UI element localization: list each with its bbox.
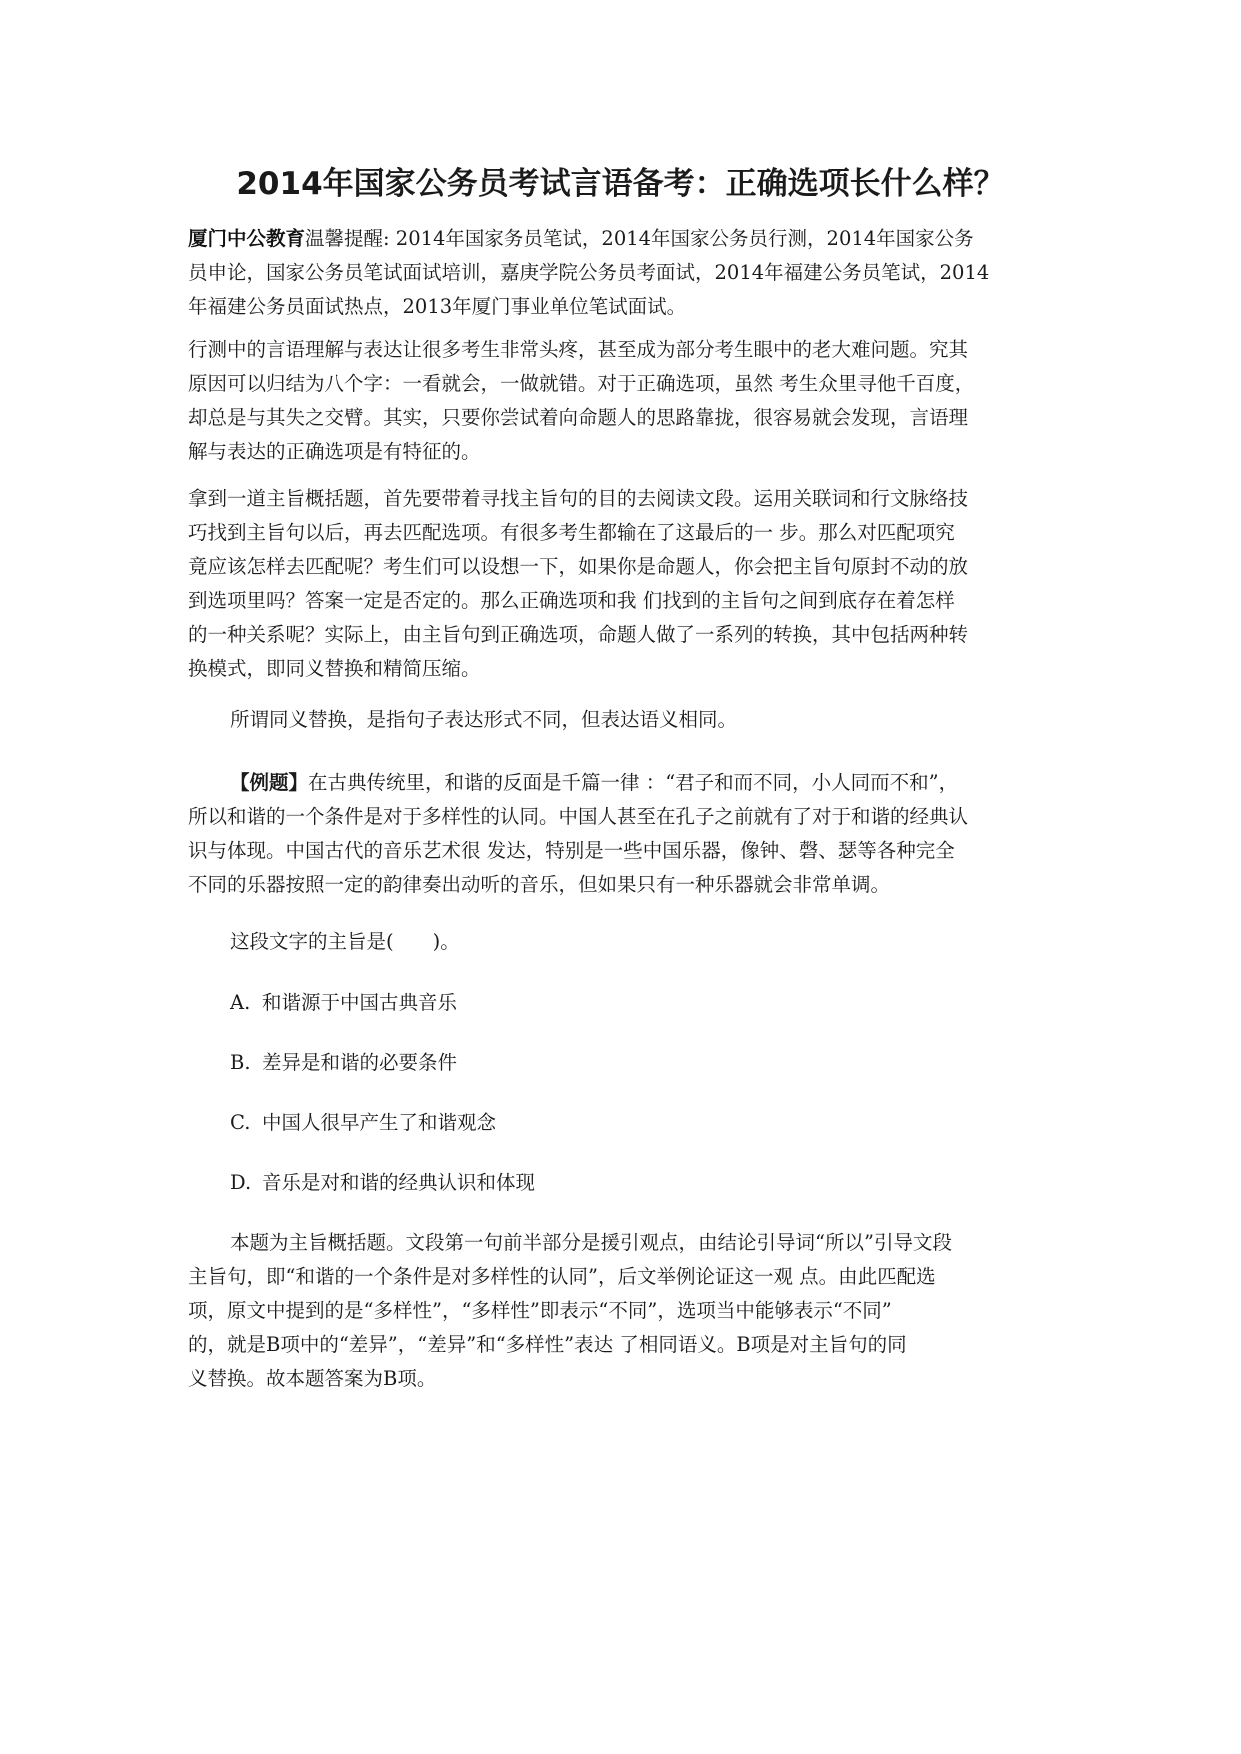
intro-label: 温馨提醒: bbox=[305, 227, 390, 250]
text-line: 换模式，即同义替换和精简压缩。 bbox=[188, 657, 481, 680]
text-line: 原因可以归结为八个字：一看就会，一做就错。对于正确选项，虽然 考生众里寻他千百度， bbox=[188, 372, 975, 395]
text-line: 主旨句，即“和谐的一个条件是对多样性的认同”，后文举例论证这一观 点。由此匹配选 bbox=[188, 1265, 936, 1288]
example-paragraph bbox=[188, 766, 1054, 902]
option-a bbox=[188, 986, 1054, 1020]
text-line: 本题为主旨概括题。文段第一句前半部分是援引观点，由结论引导词“所以”引导文段 bbox=[230, 1231, 952, 1254]
text-line: 拿到一道主旨概括题，首先要带着寻找主旨句的目的去阅读文段。运用关联词和行文脉络技 bbox=[188, 487, 969, 510]
option-text: 音乐是对和谐的经典认识和体现 bbox=[262, 1171, 536, 1194]
text-line: 识与体现。中国古代的音乐艺术很 发达，特别是一些中国乐器，像钟、磬、瑟等各种完全 bbox=[188, 839, 955, 862]
question-stem bbox=[188, 925, 1054, 959]
option-c bbox=[188, 1106, 1054, 1140]
text-line: 义替换。故本题答案为B项。 bbox=[188, 1367, 437, 1390]
example-tag: 【例题】 bbox=[230, 771, 309, 794]
page-title: 2014年国家公务员考试言语备考：正确选项长什么样？ bbox=[236, 166, 1005, 202]
option-text: 差异是和谐的必要条件 bbox=[262, 1051, 458, 1074]
text-line: 所谓同义替换，是指句子表达形式不同，但表达语义相同。 bbox=[230, 708, 738, 731]
option-letter: A. bbox=[230, 991, 251, 1014]
text-line: 竟应该怎样去匹配呢？考生们可以设想一下，如果你是命题人，你会把主旨句原封不动的放 bbox=[188, 555, 969, 578]
option-text: 中国人很早产生了和谐观念 bbox=[262, 1111, 497, 1134]
paragraph-3 bbox=[188, 703, 1054, 737]
text-line: 所以和谐的一个条件是对于多样性的认同。中国人甚至在孔子之前就有了对于和谐的经典认 bbox=[188, 805, 969, 828]
brand-name: 厦门中公教育 bbox=[188, 227, 306, 250]
option-letter: D. bbox=[230, 1171, 252, 1194]
intro-line: 2014年国家务员笔试，2014年国家公务员行测，2014年国家公务 bbox=[389, 227, 974, 250]
text-line: 行测中的言语理解与表达让很多考生非常头疼，甚至成为部分考生眼中的老大难问题。究其 bbox=[188, 338, 969, 361]
answer-paragraph bbox=[188, 1226, 1054, 1396]
text-line: 巧找到主旨句以后，再去匹配选项。有很多考生都输在了这最后的一 步。那么对匹配项究 bbox=[188, 521, 955, 544]
intro-line: 员申论，国家公务员笔试面试培训，嘉庚学院公务员考面试，2014年福建公务员笔试，2014 bbox=[188, 261, 990, 284]
paragraph-2 bbox=[188, 482, 1054, 686]
paragraph-1 bbox=[188, 333, 1054, 469]
intro-line: 年福建公务员面试热点，2013年厦门事业单位笔试面试。 bbox=[188, 295, 687, 318]
text-line: 解与表达的正确选项是有特征的。 bbox=[188, 440, 481, 463]
text-line: 项，原文中提到的是“多样性”，“多样性”即表示“不同”，选项当中能够表示“不同” bbox=[188, 1299, 892, 1322]
text-line: 的一种关系呢？实际上，由主旨句到正确选项，命题人做了一系列的转换，其中包括两种转 bbox=[188, 623, 969, 646]
text-line: 到选项里吗？答案一定是否定的。那么正确选项和我 们找到的主旨句之间到底存在着怎样 bbox=[188, 589, 955, 612]
intro-paragraph bbox=[188, 222, 1054, 324]
option-d bbox=[188, 1166, 1054, 1200]
option-letter: B. bbox=[230, 1051, 251, 1074]
text-line: 在古典传统里，和谐的反面是千篇一律 ：“君子和而不同，小人同而不和”， bbox=[308, 771, 959, 794]
text-line: 不同的乐器按照一定的韵律奏出动听的音乐，但如果只有一种乐器就会非常单调。 bbox=[188, 873, 891, 896]
option-letter: C. bbox=[230, 1111, 251, 1134]
text-line: 这段文字的主旨是( )。 bbox=[230, 930, 460, 953]
option-text: 和谐源于中国古典音乐 bbox=[262, 991, 458, 1014]
option-b bbox=[188, 1046, 1054, 1080]
text-line: 的，就是B项中的“差异”，“差异”和“多样性”表达 了相同语义。B项是对主旨句的同 bbox=[188, 1333, 907, 1356]
text-line: 却总是与其失之交臂。其实，只要你尝试着向命题人的思路靠拢，很容易就会发现，言语理 bbox=[188, 406, 969, 429]
